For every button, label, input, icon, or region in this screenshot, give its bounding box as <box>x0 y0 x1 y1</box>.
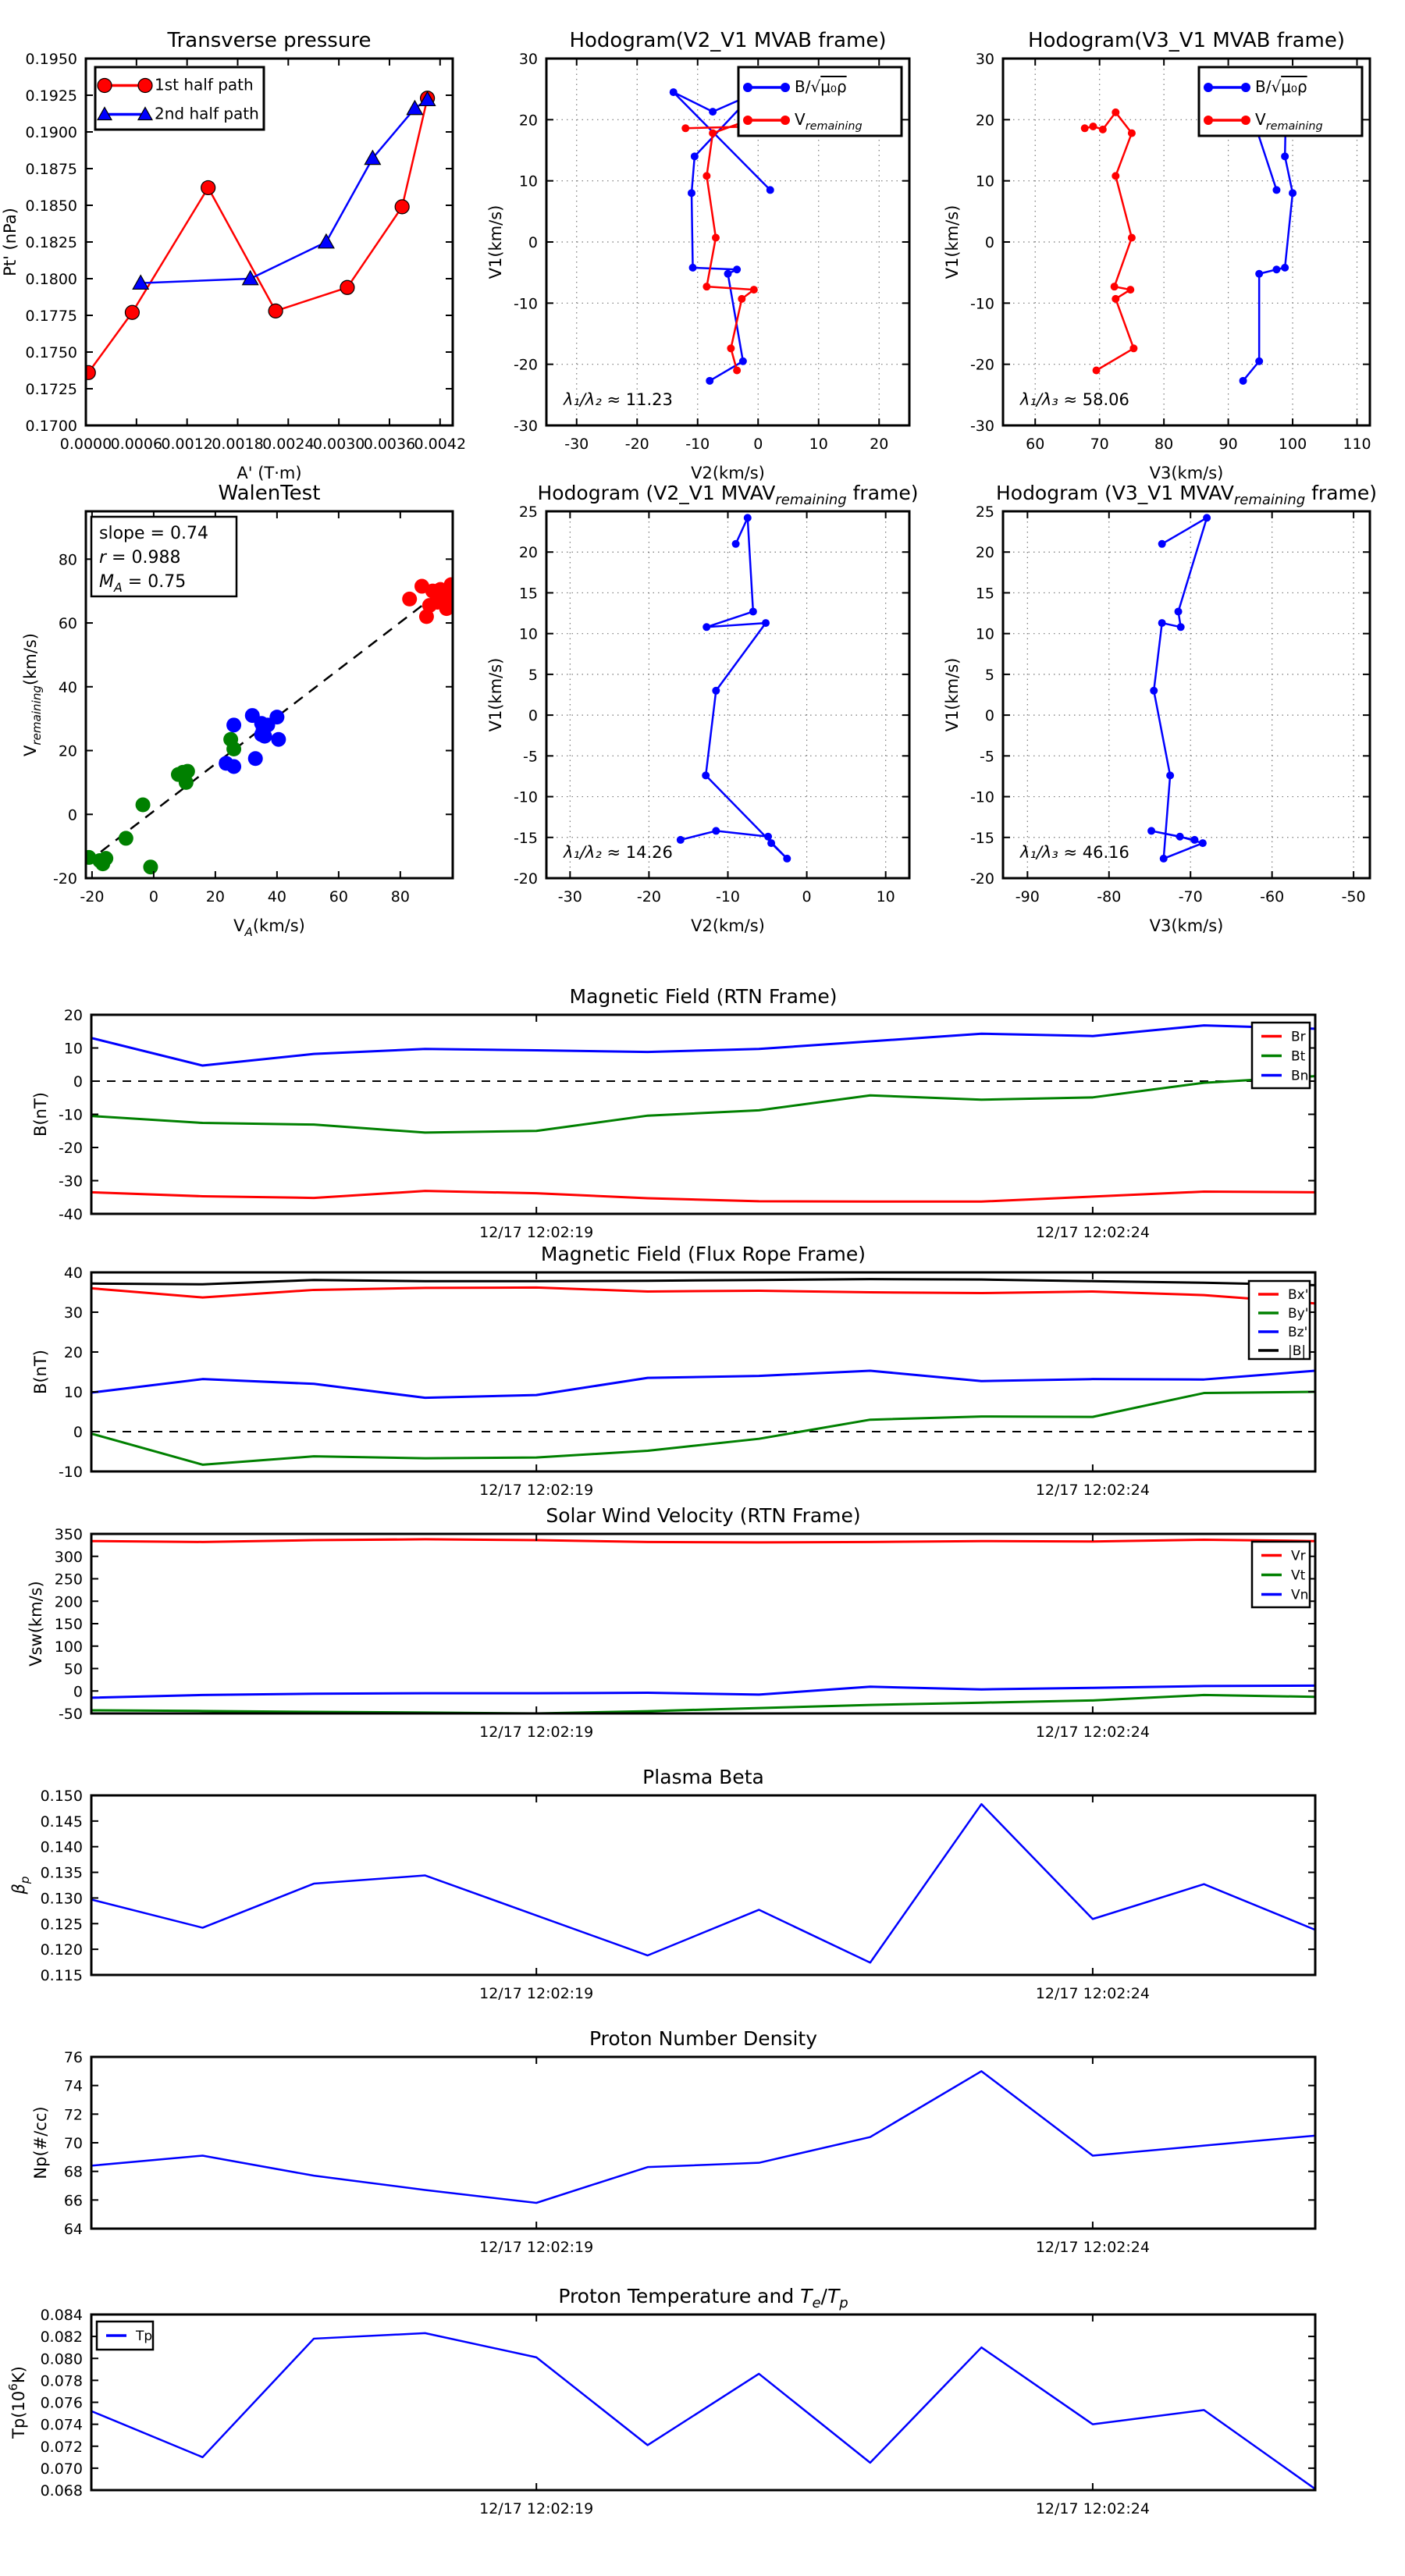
mag-fluxrope-ytick: -10 <box>58 1464 83 1481</box>
walen-test-xtick: 0 <box>148 888 158 906</box>
proton-density-xtick: 12/17 12:02:19 <box>479 2239 594 2256</box>
chart-proton-temp <box>6 2285 1315 2517</box>
transverse-pressure-ytick: 0.1750 <box>25 344 77 361</box>
walen-test-xtick: 20 <box>205 888 225 906</box>
plasma-beta-ytick: 0.125 <box>40 1916 83 1934</box>
hodogram-v2v1-mvav-ytick: 10 <box>518 625 538 643</box>
hodogram-v2v1-mvav-ytick: -15 <box>513 829 538 847</box>
vel-rtn-title: Solar Wind Velocity (RTN Frame) <box>546 1504 861 1527</box>
hodogram-v2v1-mvav-xtick: -20 <box>636 888 661 906</box>
vel-rtn-ytick: 150 <box>54 1616 83 1633</box>
hodogram-v2v1-mvav-ytick: -5 <box>523 748 538 766</box>
hodogram-v3v1-mvab-legend <box>1199 67 1362 136</box>
hodogram-v3v1-mvav-xtick: -50 <box>1341 888 1366 906</box>
proton-temp-ylabel: $Tp(10^6K)$ <box>6 2366 28 2439</box>
walen-test-ytick: 0 <box>67 806 77 824</box>
transverse-pressure-xtick: 0.0018 <box>212 436 264 453</box>
proton-density-series <box>91 2071 1315 2203</box>
hodogram-v3v1-mvav-ytick: -20 <box>969 870 994 888</box>
proton-temp-legend-label: Tp <box>136 2329 153 2344</box>
walen-test-ytick: 80 <box>58 551 77 569</box>
hodogram-v2v1-mvab-xtick: -20 <box>624 436 649 453</box>
hodogram-v2v1-mvav-xtick: 0 <box>802 888 812 906</box>
transverse-pressure-xtick: 0.0030 <box>312 436 365 453</box>
transverse-pressure-xlabel: A' (T·m) <box>237 464 302 482</box>
mag-rtn-ytick: -20 <box>58 1140 83 1157</box>
walen-test-xtick: 40 <box>267 888 286 906</box>
hodogram-v3v1-mvav-ytick: -10 <box>969 788 994 806</box>
plasma-beta-xtick: 12/17 12:02:19 <box>479 1985 594 2002</box>
hodogram-v3v1-mvav-ytick: 5 <box>984 666 994 684</box>
vel-rtn-legend <box>1252 1542 1310 1607</box>
hodogram-v2v1-mvav-annotation: λ₁/λ₂ ≈ 14.26 <box>564 843 673 862</box>
hodogram-v2v1-mvab-xtick: 10 <box>809 436 828 453</box>
plasma-beta-ytick: 0.120 <box>40 1941 83 1959</box>
hodogram-v2v1-mvab-ytick: 20 <box>518 112 538 130</box>
plasma-beta-ytick: 0.135 <box>40 1864 83 1882</box>
hodogram-v2v1-mvav-xlabel: V2(km/s) <box>691 916 765 935</box>
hodogram-v3v1-mvab-ytick: 20 <box>975 112 994 130</box>
hodogram-v3v1-mvab-xtick: 110 <box>1343 436 1371 453</box>
vel-rtn-ytick: 350 <box>54 1526 83 1543</box>
mag-rtn-ytick: -30 <box>58 1172 83 1190</box>
mag-fluxrope-legend-label: Bz' <box>1288 1325 1308 1340</box>
hodogram-v3v1-mvab-xtick: 90 <box>1218 436 1238 453</box>
proton-density-ylabel: Np(#/cc) <box>31 2106 50 2179</box>
chart-vel-rtn <box>27 1504 1315 1741</box>
hodogram-v2v1-mvab-legend-label: $V_{remaining}$ <box>795 110 863 133</box>
hodogram-v2v1-mvab-ytick: 0 <box>528 234 538 251</box>
vel-rtn-xtick: 12/17 12:02:24 <box>1035 1724 1150 1741</box>
transverse-pressure-legend <box>95 67 264 130</box>
hodogram-v3v1-mvab-xtick: 70 <box>1090 436 1109 453</box>
walen-test-title: WalenTest <box>218 482 321 505</box>
hodogram-v2v1-mvav-ytick: 20 <box>518 544 538 562</box>
hodogram-v3v1-mvab-ytick: 30 <box>975 51 994 68</box>
chart-hodogram-v2v1-mvab <box>486 29 909 482</box>
transverse-pressure-ylabel: Pt' (nPa) <box>1 208 20 276</box>
transverse-pressure-ytick: 0.1800 <box>25 271 77 288</box>
hodogram-v3v1-mvav-xtick: -60 <box>1260 888 1285 906</box>
transverse-pressure-ytick: 0.1775 <box>25 308 77 325</box>
mag-rtn-ylabel: B(nT) <box>31 1092 50 1137</box>
transverse-pressure-ytick: 0.1900 <box>25 124 77 141</box>
mag-rtn-xtick: 12/17 12:02:19 <box>479 1224 594 1241</box>
mag-fluxrope-title: Magnetic Field (Flux Rope Frame) <box>540 1243 866 1265</box>
chart-walen-test <box>21 482 461 939</box>
hodogram-v3v1-mvab-ytick: 10 <box>975 173 994 190</box>
plasma-beta-ylabel: $\beta_p$ <box>9 1876 32 1895</box>
proton-temp-series <box>91 2333 1315 2489</box>
vel-rtn-ytick: 250 <box>54 1571 83 1589</box>
proton-density-ytick: 70 <box>63 2135 83 2152</box>
mag-rtn-ytick: 20 <box>63 1007 83 1024</box>
transverse-pressure-ytick: 0.1850 <box>25 197 77 215</box>
transverse-pressure-xtick: 0.0024 <box>262 436 315 453</box>
transverse-pressure-ytick: 0.1725 <box>25 381 77 398</box>
proton-temp-ytick: 0.074 <box>40 2416 83 2434</box>
walen-test-ylabel: $V_{remaining}(km/s)$ <box>21 632 44 757</box>
plasma-beta-xtick: 12/17 12:02:24 <box>1035 1985 1150 2002</box>
proton-temp-ytick: 0.078 <box>40 2372 83 2390</box>
hodogram-v2v1-mvab-xtick: -30 <box>564 436 589 453</box>
plasma-beta-series <box>91 1804 1315 1962</box>
vel-rtn-ytick: 0 <box>73 1683 83 1701</box>
transverse-pressure-xtick: 0.0012 <box>161 436 213 453</box>
hodogram-v2v1-mvab-legend-label: B/√μ₀ρ <box>795 77 847 96</box>
hodogram-v2v1-mvab-ylabel: V1(km/s) <box>486 205 505 279</box>
hodogram-v2v1-mvav-series <box>677 514 791 863</box>
proton-density-ytick: 68 <box>63 2163 83 2181</box>
mag-rtn-legend <box>1252 1023 1310 1088</box>
proton-density-ytick: 74 <box>63 2077 83 2095</box>
mag-fluxrope-ytick: 10 <box>63 1384 83 1401</box>
walen-test-xtick: -20 <box>80 888 105 906</box>
hodogram-v3v1-mvab-xtick: 60 <box>1026 436 1045 453</box>
proton-density-ytick: 72 <box>63 2106 83 2124</box>
hodogram-v3v1-mvab-legend-label: B/√μ₀ρ <box>1255 77 1307 96</box>
transverse-pressure-legend-label: 1st half path <box>155 75 254 94</box>
proton-temp-xtick: 12/17 12:02:19 <box>479 2500 594 2517</box>
plasma-beta-ytick: 0.145 <box>40 1813 83 1831</box>
proton-density-xtick: 12/17 12:02:24 <box>1035 2239 1150 2256</box>
vel-rtn-series <box>91 1539 1315 1713</box>
hodogram-v2v1-mvav-title: Hodogram (V2_V1 $MVAV_{remaining}$ frame) <box>537 482 919 508</box>
walen-test-xlabel: $V_A(km/s)$ <box>233 916 305 939</box>
proton-density-title: Proton Number Density <box>589 2027 817 2050</box>
proton-temp-ytick: 0.080 <box>40 2350 83 2368</box>
proton-temp-xtick: 12/17 12:02:24 <box>1035 2500 1150 2517</box>
hodogram-v2v1-mvav-ytick: -10 <box>513 788 538 806</box>
proton-temp-ytick: 0.076 <box>40 2394 83 2412</box>
hodogram-v2v1-mvab-annotation: λ₁/λ₂ ≈ 11.23 <box>564 390 673 409</box>
walen-test-ytick: -20 <box>52 870 77 888</box>
walen-test-ytick: 20 <box>58 742 77 760</box>
hodogram-v3v1-mvab-ytick: -10 <box>969 295 994 313</box>
vel-rtn-ytick: 200 <box>54 1593 83 1611</box>
mag-fluxrope-legend-label: |B| <box>1288 1343 1307 1359</box>
chart-proton-density <box>31 2027 1315 2256</box>
mag-rtn-xtick: 12/17 12:02:24 <box>1035 1224 1150 1241</box>
transverse-pressure-ytick: 0.1825 <box>25 234 77 251</box>
transverse-pressure-title: Transverse pressure <box>167 29 372 52</box>
hodogram-v3v1-mvav-annotation: λ₁/λ₃ ≈ 46.16 <box>1020 843 1129 862</box>
hodogram-v3v1-mvav-ytick: 25 <box>975 503 994 521</box>
walen-test-xtick: 60 <box>329 888 348 906</box>
hodogram-v3v1-mvab-xlabel: V3(km/s) <box>1149 464 1224 482</box>
chart-mag-fluxrope <box>31 1243 1315 1499</box>
vel-rtn-legend-label: Vr <box>1291 1548 1306 1564</box>
mag-rtn-series <box>91 1026 1315 1202</box>
mag-rtn-ytick: 10 <box>63 1040 83 1058</box>
transverse-pressure-xtick: 0.0000 <box>59 436 112 453</box>
chart-hodogram-v3v1-mvav <box>943 482 1377 935</box>
hodogram-v2v1-mvab-ytick: -30 <box>513 418 538 435</box>
mag-fluxrope-series <box>91 1279 1315 1465</box>
proton-temp-ytick: 0.072 <box>40 2438 83 2456</box>
hodogram-v2v1-mvab-xtick: 0 <box>753 436 763 453</box>
vel-rtn-ytick: 50 <box>63 1660 83 1678</box>
proton-temp-title: Proton Temperature and $T_e/T_p$ <box>558 2285 848 2311</box>
hodogram-v2v1-mvab-xlabel: V2(km/s) <box>691 464 765 482</box>
proton-density-ytick: 64 <box>63 2221 83 2238</box>
hodogram-v2v1-mvab-title: Hodogram(V2_V1 MVAB frame) <box>569 29 887 52</box>
hodogram-v3v1-mvav-ytick: 20 <box>975 544 994 562</box>
mag-fluxrope-xtick: 12/17 12:02:19 <box>479 1482 594 1499</box>
mag-rtn-legend-label: Bt <box>1291 1048 1306 1065</box>
transverse-pressure-ytick: 0.1950 <box>25 51 77 68</box>
mag-fluxrope-ytick: 30 <box>63 1304 83 1322</box>
mag-rtn-ytick: -40 <box>58 1206 83 1223</box>
proton-density-ytick: 76 <box>63 2049 83 2066</box>
hodogram-v2v1-mvav-xtick: 10 <box>876 888 895 906</box>
hodogram-v2v1-mvav-ytick: 5 <box>528 666 538 684</box>
hodogram-v2v1-mvab-xtick: -10 <box>685 436 710 453</box>
hodogram-v2v1-mvab-ytick: 30 <box>518 51 538 68</box>
transverse-pressure-ytick: 0.1700 <box>25 418 77 435</box>
chart-plasma-beta <box>9 1766 1315 2002</box>
mag-rtn-ytick: -10 <box>58 1106 83 1124</box>
proton-temp-ytick: 0.068 <box>40 2482 83 2500</box>
mag-fluxrope-ytick: 0 <box>73 1424 83 1441</box>
hodogram-v3v1-mvav-ytick: -5 <box>980 748 994 766</box>
hodogram-v2v1-mvab-ytick: 10 <box>518 173 538 190</box>
vel-rtn-ytick: 100 <box>54 1638 83 1656</box>
hodogram-v2v1-mvav-ytick: -20 <box>513 870 538 888</box>
vel-rtn-ytick: -50 <box>58 1706 83 1723</box>
hodogram-v3v1-mvav-ytick: 15 <box>975 585 994 603</box>
plasma-beta-ytick: 0.140 <box>40 1838 83 1856</box>
proton-temp-ytick: 0.082 <box>40 2329 83 2347</box>
hodogram-v2v1-mvav-ytick: 15 <box>518 585 538 603</box>
hodogram-v2v1-mvav-xtick: -30 <box>557 888 582 906</box>
hodogram-v2v1-mvav-xtick: -10 <box>715 888 741 906</box>
hodogram-v3v1-mvav-series <box>1147 514 1211 863</box>
transverse-pressure-series <box>81 91 435 380</box>
walen-test-stat: $M_A = 0.75$ <box>99 572 187 595</box>
mag-fluxrope-legend <box>1249 1281 1310 1359</box>
vel-rtn-ytick: 300 <box>54 1548 83 1566</box>
plasma-beta-ytick: 0.115 <box>40 1967 83 1984</box>
hodogram-v2v1-mvab-ytick: -20 <box>513 356 538 374</box>
chart-hodogram-v2v1-mvav <box>486 482 919 935</box>
plasma-beta-ytick: 0.150 <box>40 1788 83 1805</box>
proton-temp-ytick: 0.070 <box>40 2460 83 2478</box>
hodogram-v3v1-mvab-ylabel: V1(km/s) <box>943 205 962 279</box>
vel-rtn-ylabel: Vsw(km/s) <box>27 1581 45 1667</box>
walen-test-stat: slope = 0.74 <box>99 524 208 543</box>
hodogram-v2v1-mvav-ytick: 25 <box>518 503 538 521</box>
mag-fluxrope-legend-label: By' <box>1288 1306 1309 1322</box>
mag-rtn-title: Magnetic Field (RTN Frame) <box>569 985 838 1008</box>
hodogram-v2v1-mvab-xtick: 20 <box>870 436 889 453</box>
hodogram-v3v1-mvav-ylabel: V1(km/s) <box>943 657 962 732</box>
plasma-beta-title: Plasma Beta <box>642 1766 764 1788</box>
hodogram-v3v1-mvab-legend-label: $V_{remaining}$ <box>1255 110 1323 133</box>
hodogram-v3v1-mvab-annotation: λ₁/λ₃ ≈ 58.06 <box>1020 390 1129 409</box>
hodogram-v2v1-mvav-ytick: 0 <box>528 707 538 725</box>
hodogram-v2v1-mvab-ytick: -10 <box>513 295 538 313</box>
plasma-beta-ytick: 0.130 <box>40 1890 83 1908</box>
chart-hodogram-v3v1-mvab <box>943 29 1371 482</box>
mag-fluxrope-ylabel: B(nT) <box>31 1350 50 1394</box>
proton-density-ytick: 66 <box>63 2192 83 2210</box>
transverse-pressure-xtick: 0.0006 <box>110 436 163 453</box>
mag-rtn-legend-label: Br <box>1291 1029 1306 1045</box>
hodogram-v3v1-mvab-xtick: 100 <box>1278 436 1307 453</box>
vel-rtn-legend-label: Vn <box>1291 1587 1309 1603</box>
hodogram-v2v1-mvab-legend <box>738 67 902 136</box>
hodogram-v2v1-mvav-ylabel: V1(km/s) <box>486 657 505 732</box>
hodogram-v3v1-mvab-xtick: 80 <box>1154 436 1174 453</box>
walen-test-stat: r = 0.988 <box>99 548 181 568</box>
mag-fluxrope-ytick: 20 <box>63 1344 83 1361</box>
mag-fluxrope-xtick: 12/17 12:02:24 <box>1035 1482 1150 1499</box>
mag-fluxrope-ytick: 40 <box>63 1265 83 1282</box>
chart-mag-rtn <box>31 985 1315 1241</box>
chart-transverse-pressure <box>1 29 466 482</box>
proton-temp-legend <box>97 2322 153 2350</box>
transverse-pressure-ytick: 0.1925 <box>25 87 77 105</box>
vel-rtn-xtick: 12/17 12:02:19 <box>479 1724 594 1741</box>
hodogram-v3v1-mvav-ytick: 0 <box>984 707 994 725</box>
mag-rtn-ytick: 0 <box>73 1073 83 1091</box>
hodogram-v3v1-mvav-xtick: -80 <box>1097 888 1122 906</box>
hodogram-v3v1-mvab-ytick: -30 <box>969 418 994 435</box>
hodogram-v3v1-mvav-xtick: -70 <box>1178 888 1203 906</box>
hodogram-v3v1-mvab-title: Hodogram(V3_V1 MVAB frame) <box>1027 29 1346 52</box>
transverse-pressure-legend-label: 2nd half path <box>155 104 259 123</box>
transverse-pressure-ytick: 0.1875 <box>25 161 77 178</box>
hodogram-v3v1-mvab-ytick: -20 <box>969 356 994 374</box>
hodogram-v3v1-mvav-ytick: -15 <box>969 829 994 847</box>
mag-rtn-legend-label: Bn <box>1291 1068 1309 1084</box>
hodogram-v3v1-mvav-xlabel: V3(km/s) <box>1149 916 1224 935</box>
transverse-pressure-xtick: 0.0042 <box>414 436 467 453</box>
vel-rtn-legend-label: Vt <box>1291 1567 1306 1584</box>
mag-fluxrope-legend-label: Bx' <box>1288 1287 1309 1303</box>
walen-test-ytick: 40 <box>58 678 77 696</box>
walen-test-series <box>81 578 460 875</box>
walen-test-xtick: 80 <box>390 888 410 906</box>
hodogram-v3v1-mvav-title: Hodogram (V3_V1 $MVAV_{remaining}$ frame) <box>995 482 1378 508</box>
proton-temp-ytick: 0.084 <box>40 2307 83 2324</box>
walen-test-ytick: 60 <box>58 615 77 633</box>
hodogram-v3v1-mvab-ytick: 0 <box>984 234 994 251</box>
transverse-pressure-xtick: 0.0036 <box>363 436 416 453</box>
hodogram-v3v1-mvav-ytick: 10 <box>975 625 994 643</box>
hodogram-v3v1-mvav-xtick: -90 <box>1015 888 1040 906</box>
